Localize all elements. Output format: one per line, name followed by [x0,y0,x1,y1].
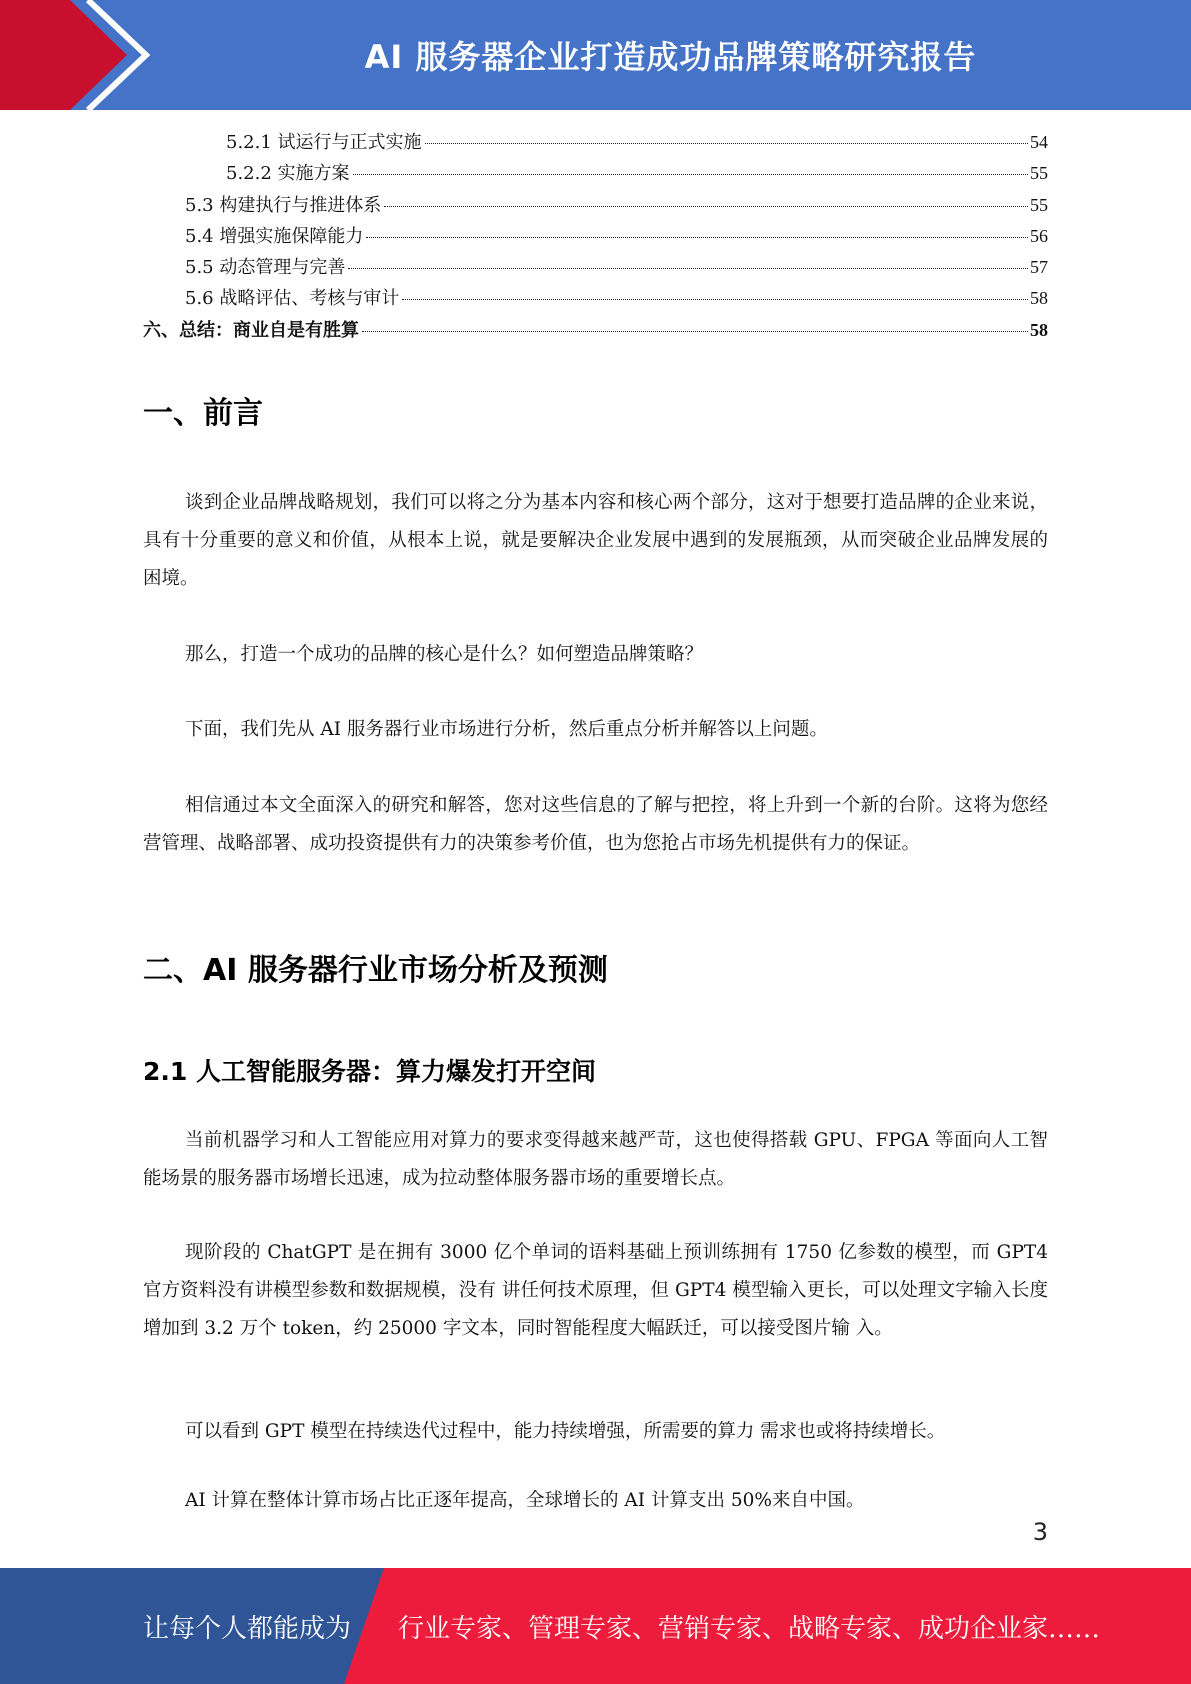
footer-slogan-left: 让每个人都能成为 [143,1613,352,1644]
toc-entry-page: 55 [1030,194,1048,215]
toc-leader-dots [425,143,1028,144]
body-paragraph: 当前机器学习和人工智能应用对算力的要求变得越来越严苛，这也使得搭载 GPU、FPGA 等面向人工智能场景的服务器市场增长迅速，成为拉动整体服务器市场的重要增长点。 [143,1130,1048,1189]
toc-entry[interactable] [143,284,1048,315]
section-heading: 一、前言 [143,396,263,431]
toc-leader-dots [384,206,1028,207]
body-paragraph: AI 计算在整体计算市场占比正逐年提高，全球增长的 AI 计算支出 50%来自中国。 [185,1490,865,1511]
toc-leader-dots [348,268,1028,269]
toc-entry[interactable] [143,222,1048,253]
toc-entry-page: 58 [1030,288,1048,309]
toc-entry[interactable] [143,253,1048,284]
toc-entry-page: 55 [1030,163,1048,184]
document-title: AI 服务器企业打造成功品牌策略研究报告 [364,38,977,76]
toc-leader-dots [362,331,1028,332]
footer-slogan-right: 行业专家、管理专家、营销专家、战略专家、成功企业家…… [398,1613,1101,1644]
toc-entry[interactable] [143,159,1048,190]
toc-entry-label: 六、总结：商业自是有胜算 [143,319,359,341]
toc-leader-dots [353,174,1028,175]
toc-entry-page: 57 [1030,257,1048,278]
toc-entry-label: 5.2.1 试运行与正式实施 [226,132,422,153]
toc-leader-dots [366,237,1028,238]
toc-entry-page: 58 [1030,319,1048,340]
toc-leader-dots [402,299,1028,300]
toc-entry[interactable] [143,316,1048,347]
page-header [0,0,1191,110]
page-number: 3 [1032,1518,1048,1546]
header-chevron-decoration [0,0,160,110]
section-heading: 二、AI 服务器行业市场分析及预测 [143,953,608,988]
body-paragraph: 相信通过本文全面深入的研究和解答，您对这些信息的了解与把控，将上升到一个新的台阶。这将为您经营管理、战略部署、成功投资提供有力的决策参考价值，也为您抢占市场先机提供有力的保证。 [143,795,1048,854]
body-paragraph: 那么，打造一个成功的品牌的核心是什么？如何塑造品牌策略？ [185,644,704,665]
toc-entry-page: 54 [1030,132,1048,152]
page-footer [0,1568,1191,1684]
toc-entry-label: 5.4 增强实施保障能力 [185,225,364,247]
body-paragraph: 现阶段的 ChatGPT 是在拥有 3000 亿个单词的语料基础上预训练拥有 1750 亿参数的模型，而 GPT4 官方资料没有讲模型参数和数据规模，没有 讲任何技术原理，但 GPT4 模型输入更长，可以处理文字输入长度增加到 3.2 万个 token，约 25000 字文本，同时智能程度大幅跃迁，可以接受图片输 入。 [143,1242,1048,1339]
toc-entry[interactable] [143,128,1048,159]
toc-entry-label: 5.6 战略评估、考核与审计 [185,288,400,310]
toc-entry-label: 5.2.2 实施方案 [226,163,350,185]
toc-entry[interactable] [143,191,1048,222]
toc-entry-label: 5.3 构建执行与推进体系 [185,194,382,216]
toc-entry-page: 56 [1030,225,1048,246]
body-paragraph: 下面，我们先从 AI 服务器行业市场进行分析，然后重点分析并解答以上问题。 [185,719,828,740]
body-paragraph: 谈到企业品牌战略规划，我们可以将之分为基本内容和核心两个部分，这对于想要打造品牌的企业来说，具有十分重要的意义和价值，从根本上说，就是要解决企业发展中遇到的发展瓶颈，从而突破企业品牌发展的困境。 [143,492,1048,589]
toc-entry-label: 5.5 动态管理与完善 [185,257,346,279]
subsection-heading: 2.1 人工智能服务器：算力爆发打开空间 [143,1057,596,1086]
table-of-contents [143,128,1048,347]
body-paragraph: 可以看到 GPT 模型在持续迭代过程中，能力持续增强，所需要的算力 需求也或将持续增长。 [185,1421,946,1442]
